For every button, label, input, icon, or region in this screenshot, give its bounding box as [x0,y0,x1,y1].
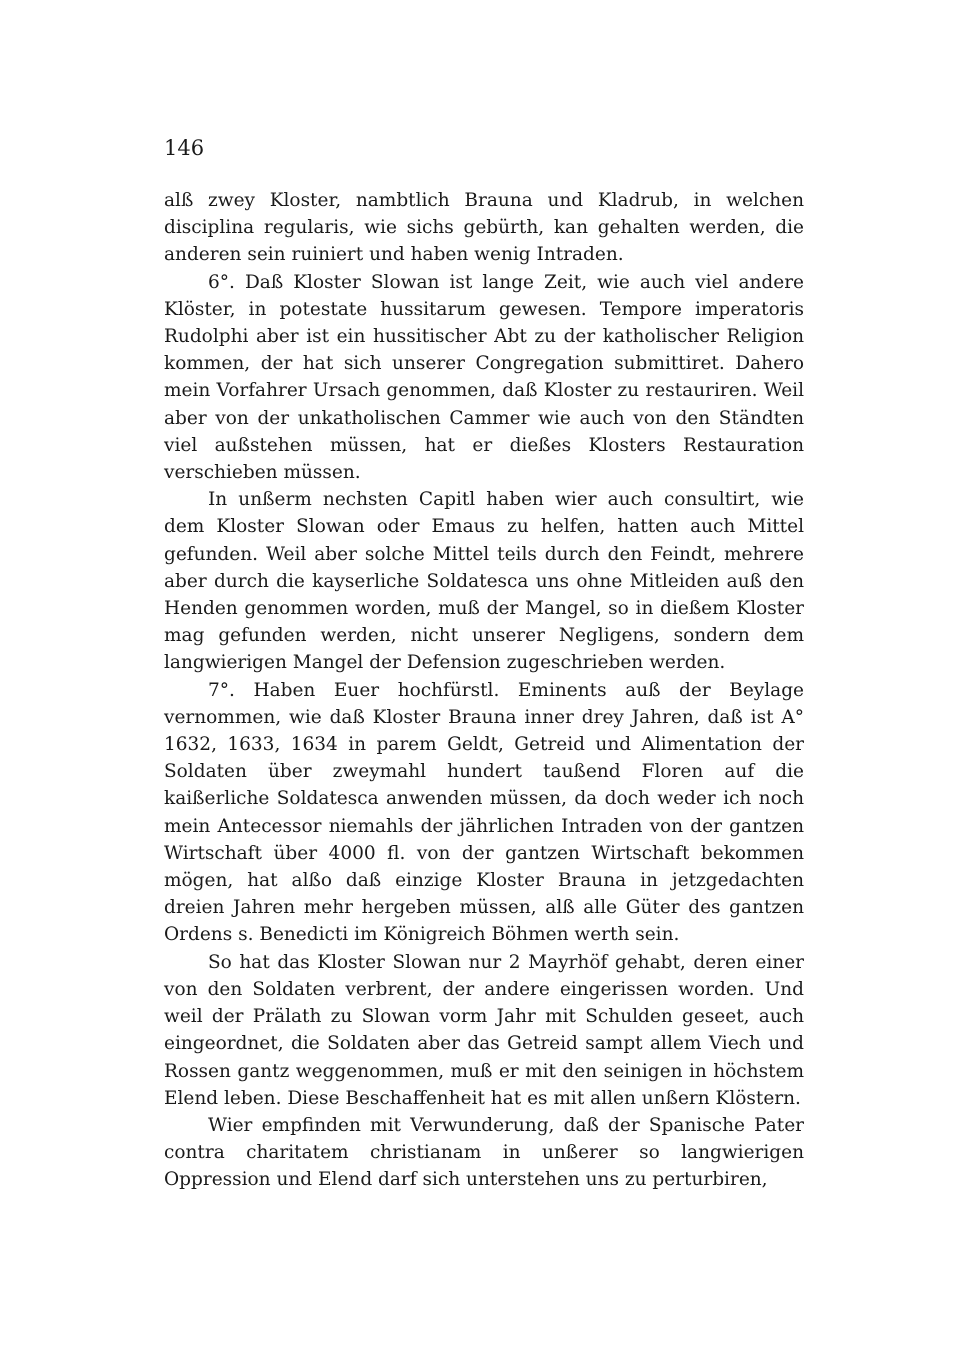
paragraph-6: Wier empfinden mit Verwunderung, daß der Spanische Pater contra charitatem christianam in unßerer so langwierigen Oppression und Elend darf sich unterstehen uns zu perturbiren, [164,1114,804,1191]
paragraph-1: alß zwey Kloster, nambtlich Brauna und Kladrub, in welchen disciplina regularis, wie sichs gebürth, kan gehalten werden, die anderen sein ruiniert und haben wenig Intraden. [164,190,804,266]
paragraph-4: 7°. Haben Euer hochfürstl. Eminents auß der Beylage vernommen, wie daß Kloster Brauna inner drey Jahren, daß ist A° 1632, 1633, 1634 in parem Geldt, Getreid und Alimentation der Soldaten über zweymahl hundert taußend Floren auf die kaißerliche Soldatesca anwenden müssen, da doch weder ich noch mein Antecessor niemahls der jährlichen Intraden von der gantzen Wirtschaft über 4000 fl. von der gantzen Wirtschaft bekommen mögen, hat alßo daß einzige Kloster Brauna in jetzgedachten dreien Jahren mehr hergeben müssen, alß alle Güter des gantzen Ordens s. Benedicti im Königreich Böhmen werth sein. [164,679,804,946]
paragraph-3: In unßerm nechsten Capitl haben wier auch consultirt, wie dem Kloster Slowan oder Emaus zu helfen, hatten auch Mittel gefunden. Weil aber solche Mittel teils durch den Feindt, mehrere aber durch die kayserliche Soldatesca uns ohne Mitleiden auß den Henden genommen worden, muß der Mangel, so in dießem Kloster mag gefunden werden, nicht unserer Negligens, sondern dem langwierigen Mangel der Defension zugeschrieben werden. [164,489,804,674]
paragraph-5: So hat das Kloster Slowan nur 2 Mayrhöf gehabt, deren einer von den Soldaten verbrent, der andere eingerissen worden. Und weil der Prälath zu Slowan vorm Jahr mit Schulden geseet, auch eingeordnet, die Soldaten aber das Getreid sampt allem Viech und Rossen gantz weggenommen, muß er mit den seinigen in höchstem Elend leben. Diese Beschaffenheit hat es mit allen unßern Klöstern. [164,951,804,1109]
body-text [164,187,804,1194]
page-number: 146 [164,136,205,160]
paragraph-2: 6°. Daß Kloster Slowan ist lange Zeit, wie auch viel andere Klöster, in potestate hussitarum gewesen. Tempore imperatoris Rudolphi aber ist ein hussitischer Abt zu der katholischer Religion kommen, der hat sich unserer Congregation submittiret. Dahero mein Vorfahrer Ursach genommen, daß Kloster zu restauriren. Weil aber von der unkatholischen Cammer wie auch von den Ständten viel außstehen müssen, hat er dießes Klosters Restauration verschieben müssen. [164,271,804,484]
